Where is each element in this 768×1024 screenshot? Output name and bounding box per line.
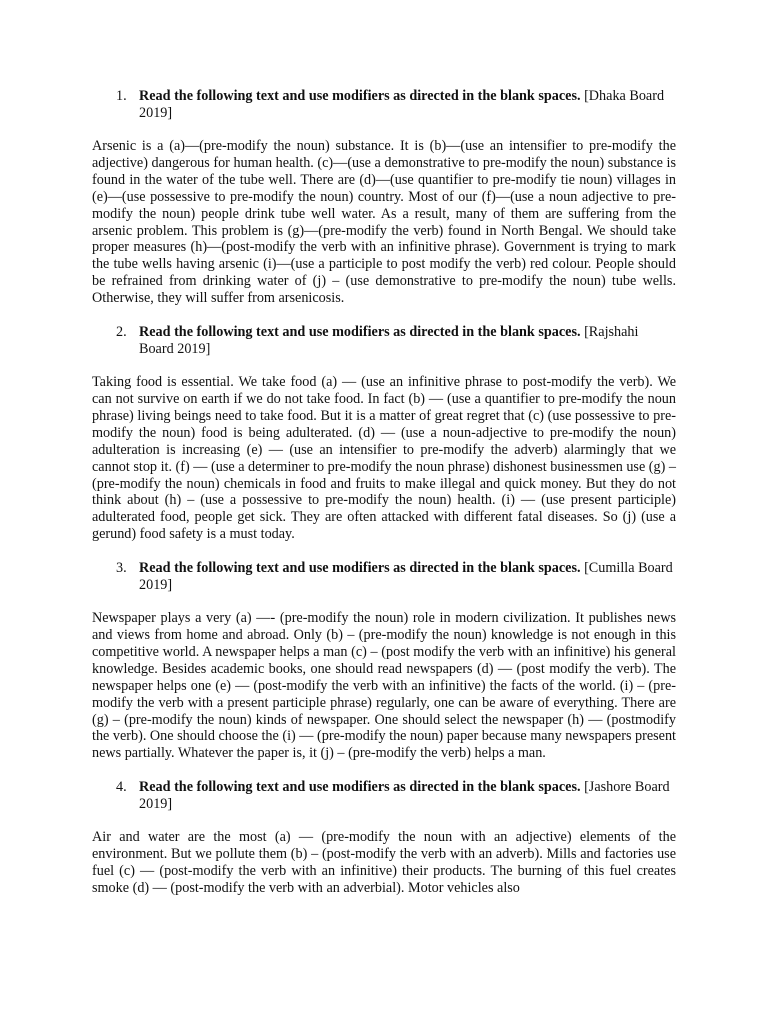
question-number: 1. xyxy=(116,88,127,104)
question-number: 3. xyxy=(116,560,127,577)
question-2 xyxy=(92,324,676,543)
question-instruction: Read the following text and use modifiers as directed in the blank spaces. xyxy=(139,779,581,796)
question-passage: Newspaper plays a very (a) —- (pre-modify the noun) role in modern civilization. It publishes news and views from home and abroad. Only (b) – (pre-modify the noun) knowledge is not enough in this competitive world. A newspaper helps a man (c) – (post modify the verb with an infinitive) his general knowledge. Besides academic books, one should read newspapers (d) — (post modify the verb). The newspaper helps one (e) — (post-modify the verb with an infinitive) the facts of the world. (i) – (pre-modify the verb with a present participle phrase) regularly, one can be aware of everything. There are (g) – (pre-modify the noun) kinds of newspaper. One should select the newspaper (h) — (postmodify the verb). One should choose the (i) — (pre-modify the noun) paper because many newspapers present news partially. Whatever the paper is, it (j) – (pre-modify the verb) helps a man. xyxy=(92,610,676,762)
question-source: [Cumilla Board 2019] xyxy=(139,560,673,594)
question-instruction: Read the following text and use modifiers as directed in the blank spaces. xyxy=(139,88,581,104)
question-passage: Air and water are the most (a) — (pre-modify the noun with an adjective) elements of the environment. But we pollute them (b) – (post-modify the verb with an adverb). Mills and factories use fuel (c) — (post-modify the verb with an infinitive) their products. The burning of this fuel creates smoke (d) — (post-modify the verb with an adverbial). Motor vehicles also xyxy=(92,829,676,896)
question-source: [Jashore Board 2019] xyxy=(139,779,670,813)
question-instruction: Read the following text and use modifiers as directed in the blank spaces. xyxy=(139,324,581,341)
question-heading xyxy=(92,324,676,358)
question-source: [Dhaka Board 2019] xyxy=(139,88,665,121)
question-3 xyxy=(92,560,676,762)
question-instruction: Read the following text and use modifiers as directed in the blank spaces. xyxy=(139,560,581,577)
question-heading xyxy=(92,779,676,813)
question-1 xyxy=(92,88,676,307)
question-number: 4. xyxy=(116,779,127,796)
question-number: 2. xyxy=(116,324,127,341)
question-4 xyxy=(92,779,676,897)
question-heading xyxy=(92,560,676,594)
question-passage: Arsenic is a (a)—(pre-modify the noun) substance. It is (b)—(use an intensifier to pre-modify the adjective) dangerous for human health. (c)—(use a demonstrative to pre-modify the noun) substance is found in the water of the tube well. There are (d)—(use quantifier to pre-modify tie noun) villages in (e)—(use possessive to pre-modify the noun) country. Most of our (f)—(use a noun adjective to pre-modify the noun) people drink tube well water. As a result, many of them are suffering from the arsenic problem. This problem is (g)—(pre-modify the verb) found in North Bengal. We should take proper measures (h)—(post-modify the verb with an infinitive phrase). Government is trying to mark the tube wells having arsenic (i)—(use a participle to post modify the verb) red colour. People should be refrained from drinking water of (j) – (use demonstrative to pre-modify the noun) tube wells. Otherwise, they will suffer from arsenicosis. xyxy=(92,138,676,307)
question-passage: Taking food is essential. We take food (a) — (use an infinitive phrase to post-modify the verb). We can not survive on earth if we do not take food. In fact (b) — (use a quantifier to pre-modify the noun phrase) living beings need to take food. But it is a matter of great regret that (c) (use possessive to pre-modify the noun) food is being adulterated. (d) — (use a noun-adjective to pre-modify the noun) adulteration is increasing (e) — (use an intensifier to pre-modify the adverb) alarmingly that we cannot stop it. (f) — (use a determiner to pre-modify the noun phrase) dishonest businessmen use (g) – (pre-modify the noun) chemicals in food and fruits to make illegal and quick money. But they do not think about (h) – (use a possessive to pre-modify the noun) health. (i) — (use present participle) adulterated food, people get sick. They are often attacked with different fatal diseases. So (j) (use a gerund) food safety is a must today. xyxy=(92,374,676,543)
question-heading xyxy=(92,88,676,122)
question-source: [Rajshahi Board 2019] xyxy=(139,324,639,358)
